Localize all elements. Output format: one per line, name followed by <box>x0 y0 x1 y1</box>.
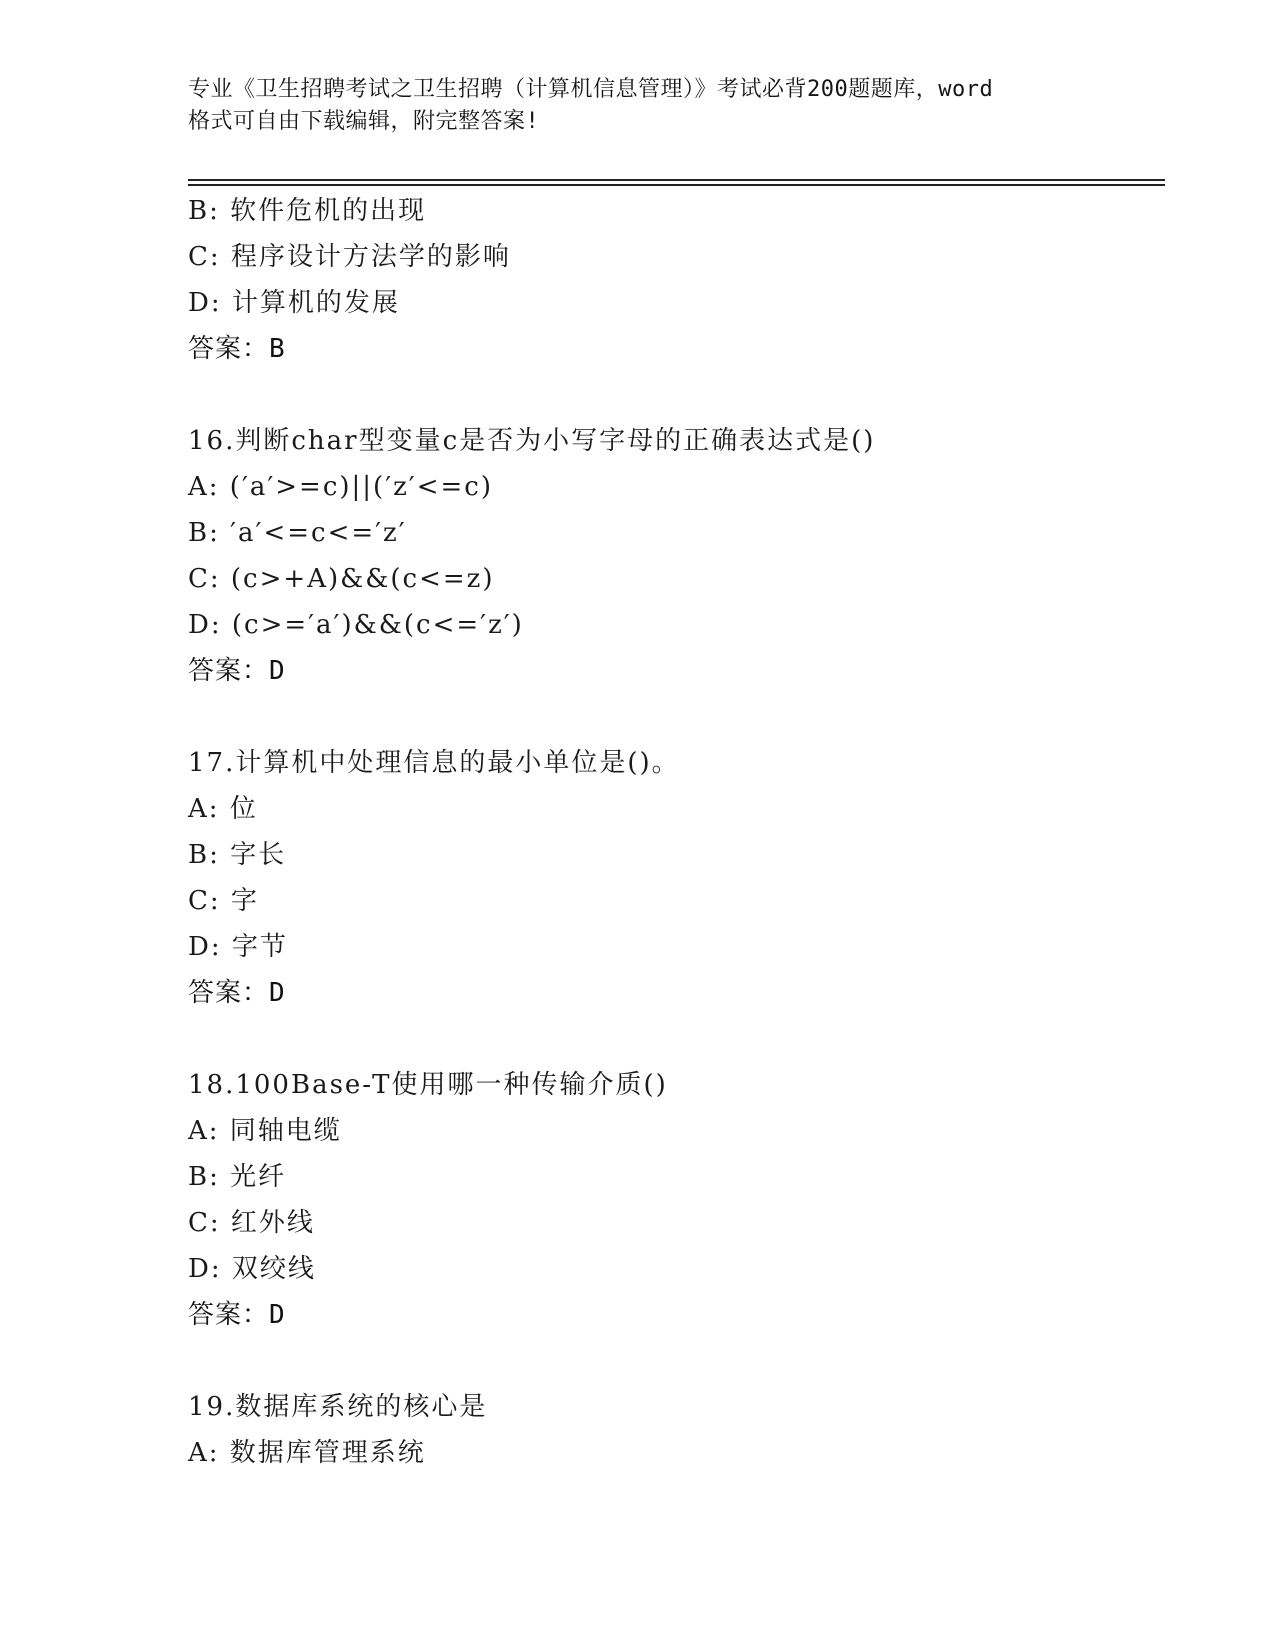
question-block-16 <box>188 418 1168 694</box>
question-block-17 <box>188 740 1168 1016</box>
option-d: D: (c>=′a′)&&(c<=′z′) <box>188 610 524 640</box>
option-c: C: 字 <box>188 886 259 916</box>
option-b: B: ′a′<=c<=′z′ <box>188 518 407 548</box>
question-stem: 19.数据库系统的核心是 <box>188 1392 488 1422</box>
header-line-1: 专业《卫生招聘考试之卫生招聘（计算机信息管理）》考试必背200题题库，word <box>188 77 994 102</box>
option-b: B: 字长 <box>188 840 287 870</box>
spacer <box>188 694 1168 740</box>
header-line-2: 格式可自由下载编辑，附完整答案! <box>188 109 540 134</box>
option-a: A: 数据库管理系统 <box>188 1438 426 1468</box>
answer-line: 答案：D <box>188 1300 286 1330</box>
header-divider-top <box>188 179 1165 181</box>
option-a: A: 同轴电缆 <box>188 1116 342 1146</box>
answer-line: 答案：D <box>188 978 286 1008</box>
spacer <box>188 1016 1168 1062</box>
answer-line: 答案：D <box>188 656 286 686</box>
option-d: D: 双绞线 <box>188 1254 316 1284</box>
question-stem: 18.100Base-T使用哪一种传输介质() <box>188 1070 668 1100</box>
option-c: C: (c>+A)&&(c<=z) <box>188 564 495 594</box>
option-b: B: 光纤 <box>188 1162 287 1192</box>
question-block-18 <box>188 1062 1168 1338</box>
question-list <box>188 188 1168 1476</box>
option-a: A: (′a′>=c)||(′z′<=c) <box>188 472 493 502</box>
option-c: C: 程序设计方法学的影响 <box>188 242 511 272</box>
answer-line: 答案：B <box>188 334 286 364</box>
spacer <box>188 372 1168 418</box>
question-stem: 17.计算机中处理信息的最小单位是()。 <box>188 748 680 778</box>
option-c: C: 红外线 <box>188 1208 315 1238</box>
spacer <box>188 1338 1168 1384</box>
option-d: D: 计算机的发展 <box>188 288 400 318</box>
option-b: B: 软件危机的出现 <box>188 196 427 226</box>
question-block-15 <box>188 188 1168 372</box>
option-d: D: 字节 <box>188 932 288 962</box>
question-block-19 <box>188 1384 1168 1476</box>
document-header <box>188 74 1088 138</box>
header-divider-bottom <box>188 184 1165 186</box>
question-stem: 16.判断char型变量c是否为小写字母的正确表达式是() <box>188 426 876 456</box>
option-a: A: 位 <box>188 794 258 824</box>
